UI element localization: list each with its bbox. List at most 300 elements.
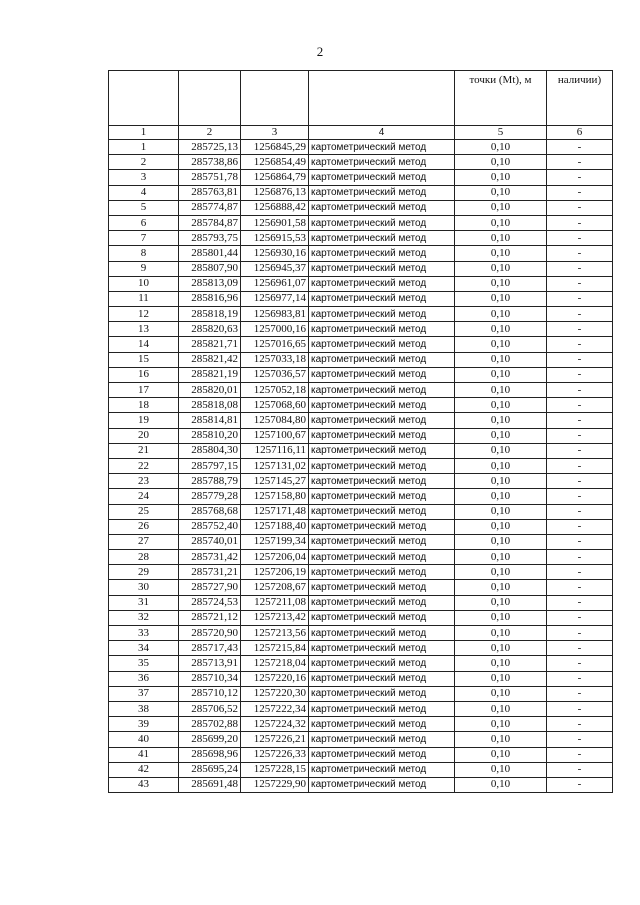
point-number-cell: 39 [109, 717, 179, 732]
table-row [109, 383, 613, 398]
coordinate-x-cell: 285720,90 [179, 626, 241, 641]
accuracy-cell: 0,10 [455, 352, 547, 367]
method-cell: картометрический метод [309, 291, 455, 306]
table-row [109, 140, 613, 155]
method-cell: картометрический метод [309, 474, 455, 489]
method-cell: картометрический метод [309, 717, 455, 732]
coordinate-x-cell: 285706,52 [179, 701, 241, 716]
description-cell: - [547, 489, 613, 504]
method-cell: картометрический метод [309, 155, 455, 170]
method-cell: картометрический метод [309, 307, 455, 322]
accuracy-cell: 0,10 [455, 610, 547, 625]
accuracy-cell: 0,10 [455, 458, 547, 473]
accuracy-cell: 0,10 [455, 322, 547, 337]
accuracy-cell: 0,10 [455, 534, 547, 549]
method-cell: картометрический метод [309, 641, 455, 656]
point-number-cell: 4 [109, 185, 179, 200]
point-number-cell: 43 [109, 777, 179, 792]
method-cell: картометрический метод [309, 626, 455, 641]
point-number-cell: 13 [109, 322, 179, 337]
method-cell: картометрический метод [309, 261, 455, 276]
point-number-cell: 37 [109, 686, 179, 701]
coordinate-x-cell: 285717,43 [179, 641, 241, 656]
coordinate-y-cell: 1256854,49 [241, 155, 309, 170]
description-cell: - [547, 641, 613, 656]
point-number-cell: 40 [109, 732, 179, 747]
point-number-cell: 2 [109, 155, 179, 170]
coordinate-x-cell: 285807,90 [179, 261, 241, 276]
method-cell: картометрический метод [309, 701, 455, 716]
coordinate-y-cell: 1257222,34 [241, 701, 309, 716]
accuracy-cell: 0,10 [455, 565, 547, 580]
coordinate-x-cell: 285710,34 [179, 671, 241, 686]
method-cell: картометрический метод [309, 534, 455, 549]
coordinate-x-cell: 285774,87 [179, 200, 241, 215]
description-cell: - [547, 701, 613, 716]
coordinate-y-cell: 1257213,42 [241, 610, 309, 625]
coordinate-y-cell: 1256864,79 [241, 170, 309, 185]
accuracy-cell: 0,10 [455, 701, 547, 716]
coordinate-x-cell: 285695,24 [179, 762, 241, 777]
point-number-cell: 6 [109, 215, 179, 230]
accuracy-cell: 0,10 [455, 170, 547, 185]
table-body [109, 140, 613, 793]
column-number: 6 [547, 126, 613, 140]
table-row [109, 352, 613, 367]
description-cell: - [547, 352, 613, 367]
accuracy-cell: 0,10 [455, 185, 547, 200]
coordinate-x-cell: 285801,44 [179, 246, 241, 261]
point-number-cell: 35 [109, 656, 179, 671]
method-cell: картометрический метод [309, 504, 455, 519]
header-col-2 [179, 71, 241, 126]
coordinate-x-cell: 285820,01 [179, 383, 241, 398]
coordinate-y-cell: 1257213,56 [241, 626, 309, 641]
accuracy-cell: 0,10 [455, 550, 547, 565]
point-number-cell: 15 [109, 352, 179, 367]
table-row [109, 489, 613, 504]
table-row [109, 610, 613, 625]
table-row [109, 641, 613, 656]
method-cell: картометрический метод [309, 170, 455, 185]
coordinate-y-cell: 1257220,16 [241, 671, 309, 686]
accuracy-cell: 0,10 [455, 231, 547, 246]
accuracy-cell: 0,10 [455, 428, 547, 443]
coordinate-x-cell: 285727,90 [179, 580, 241, 595]
accuracy-cell: 0,10 [455, 276, 547, 291]
method-cell: картометрический метод [309, 686, 455, 701]
accuracy-cell: 0,10 [455, 155, 547, 170]
accuracy-cell: 0,10 [455, 215, 547, 230]
method-cell: картометрический метод [309, 352, 455, 367]
method-cell: картометрический метод [309, 580, 455, 595]
accuracy-cell: 0,10 [455, 595, 547, 610]
point-number-cell: 33 [109, 626, 179, 641]
method-cell: картометрический метод [309, 777, 455, 792]
coordinate-x-cell: 285818,19 [179, 307, 241, 322]
page-number: 2 [316, 44, 324, 59]
coordinate-y-cell: 1257052,18 [241, 383, 309, 398]
method-cell: картометрический метод [309, 428, 455, 443]
table-row [109, 565, 613, 580]
point-number-cell: 34 [109, 641, 179, 656]
table-row [109, 443, 613, 458]
method-cell: картометрический метод [309, 762, 455, 777]
point-number-cell: 12 [109, 307, 179, 322]
coordinate-x-cell: 285768,68 [179, 504, 241, 519]
table-row [109, 276, 613, 291]
coordinate-x-cell: 285784,87 [179, 215, 241, 230]
method-cell: картометрический метод [309, 489, 455, 504]
method-cell: картометрический метод [309, 200, 455, 215]
point-number-cell: 10 [109, 276, 179, 291]
table-row [109, 200, 613, 215]
method-cell: картометрический метод [309, 140, 455, 155]
point-number-cell: 9 [109, 261, 179, 276]
method-cell: картометрический метод [309, 215, 455, 230]
point-number-cell: 3 [109, 170, 179, 185]
method-cell: картометрический метод [309, 413, 455, 428]
point-number-cell: 29 [109, 565, 179, 580]
coordinate-y-cell: 1257218,04 [241, 656, 309, 671]
coordinate-x-cell: 285797,15 [179, 458, 241, 473]
accuracy-cell: 0,10 [455, 200, 547, 215]
point-number-cell: 25 [109, 504, 179, 519]
description-cell: - [547, 261, 613, 276]
description-cell: - [547, 686, 613, 701]
table-row [109, 701, 613, 716]
description-cell: - [547, 595, 613, 610]
coordinate-y-cell: 1257226,21 [241, 732, 309, 747]
column-number: 5 [455, 126, 547, 140]
point-number-cell: 31 [109, 595, 179, 610]
point-number-cell: 22 [109, 458, 179, 473]
method-cell: картометрический метод [309, 656, 455, 671]
description-cell: - [547, 519, 613, 534]
coordinate-y-cell: 1257226,33 [241, 747, 309, 762]
table-row [109, 595, 613, 610]
coordinate-y-cell: 1257158,80 [241, 489, 309, 504]
coordinate-x-cell: 285699,20 [179, 732, 241, 747]
coordinate-y-cell: 1256961,07 [241, 276, 309, 291]
coordinate-y-cell: 1257033,18 [241, 352, 309, 367]
coordinate-y-cell: 1257208,67 [241, 580, 309, 595]
accuracy-cell: 0,10 [455, 413, 547, 428]
coordinate-y-cell: 1257116,11 [241, 443, 309, 458]
description-cell: - [547, 580, 613, 595]
coordinate-y-cell: 1257016,65 [241, 337, 309, 352]
table-row [109, 261, 613, 276]
coordinate-x-cell: 285788,79 [179, 474, 241, 489]
point-number-cell: 41 [109, 747, 179, 762]
point-number-cell: 21 [109, 443, 179, 458]
table-row [109, 686, 613, 701]
method-cell: картометрический метод [309, 231, 455, 246]
description-cell: - [547, 337, 613, 352]
table-row [109, 428, 613, 443]
point-number-cell: 36 [109, 671, 179, 686]
accuracy-cell: 0,10 [455, 717, 547, 732]
point-number-cell: 38 [109, 701, 179, 716]
point-number-cell: 8 [109, 246, 179, 261]
header-col-1 [109, 71, 179, 126]
coordinate-y-cell: 1257206,19 [241, 565, 309, 580]
table-row [109, 337, 613, 352]
method-cell: картометрический метод [309, 550, 455, 565]
description-cell: - [547, 474, 613, 489]
table-row [109, 519, 613, 534]
description-cell: - [547, 550, 613, 565]
description-cell: - [547, 747, 613, 762]
accuracy-cell: 0,10 [455, 474, 547, 489]
coordinate-y-cell: 1257000,16 [241, 322, 309, 337]
table-row [109, 474, 613, 489]
coordinate-y-cell: 1256915,53 [241, 231, 309, 246]
point-number-cell: 5 [109, 200, 179, 215]
accuracy-cell: 0,10 [455, 246, 547, 261]
accuracy-cell: 0,10 [455, 777, 547, 792]
method-cell: картометрический метод [309, 747, 455, 762]
table-row [109, 155, 613, 170]
coordinate-y-cell: 1256945,37 [241, 261, 309, 276]
point-number-cell: 7 [109, 231, 179, 246]
description-cell: - [547, 291, 613, 306]
table-row [109, 534, 613, 549]
coordinate-x-cell: 285731,42 [179, 550, 241, 565]
method-cell: картометрический метод [309, 595, 455, 610]
coordinate-y-cell: 1257100,67 [241, 428, 309, 443]
method-cell: картометрический метод [309, 458, 455, 473]
description-cell: - [547, 671, 613, 686]
accuracy-cell: 0,10 [455, 747, 547, 762]
table-row [109, 717, 613, 732]
method-cell: картометрический метод [309, 246, 455, 261]
table-row [109, 504, 613, 519]
table-row [109, 185, 613, 200]
coordinate-x-cell: 285731,21 [179, 565, 241, 580]
coordinate-x-cell: 285751,78 [179, 170, 241, 185]
table-row [109, 626, 613, 641]
point-number-cell: 28 [109, 550, 179, 565]
method-cell: картометрический метод [309, 565, 455, 580]
description-cell: - [547, 565, 613, 580]
coordinate-x-cell: 285821,71 [179, 337, 241, 352]
method-cell: картометрический метод [309, 671, 455, 686]
description-cell: - [547, 626, 613, 641]
table-header-row [109, 71, 613, 126]
description-cell: - [547, 231, 613, 246]
coordinate-y-cell: 1257068,60 [241, 398, 309, 413]
method-cell: картометрический метод [309, 610, 455, 625]
point-number-cell: 27 [109, 534, 179, 549]
accuracy-cell: 0,10 [455, 732, 547, 747]
method-cell: картометрический метод [309, 519, 455, 534]
description-cell: - [547, 610, 613, 625]
coordinate-y-cell: 1256876,13 [241, 185, 309, 200]
description-cell: - [547, 215, 613, 230]
coordinate-x-cell: 285793,75 [179, 231, 241, 246]
table-row [109, 398, 613, 413]
accuracy-cell: 0,10 [455, 383, 547, 398]
table-row [109, 170, 613, 185]
accuracy-cell: 0,10 [455, 291, 547, 306]
description-cell: - [547, 428, 613, 443]
coordinate-x-cell: 285702,88 [179, 717, 241, 732]
table-row [109, 291, 613, 306]
description-cell: - [547, 276, 613, 291]
coordinate-y-cell: 1257199,34 [241, 534, 309, 549]
point-number-cell: 17 [109, 383, 179, 398]
description-cell: - [547, 140, 613, 155]
point-number-cell: 18 [109, 398, 179, 413]
accuracy-cell: 0,10 [455, 367, 547, 382]
coordinate-y-cell: 1257188,40 [241, 519, 309, 534]
table-row [109, 762, 613, 777]
accuracy-cell: 0,10 [455, 519, 547, 534]
description-cell: - [547, 443, 613, 458]
table-row [109, 307, 613, 322]
coordinate-y-cell: 1257228,15 [241, 762, 309, 777]
coordinate-y-cell: 1256901,58 [241, 215, 309, 230]
accuracy-cell: 0,10 [455, 686, 547, 701]
coordinate-y-cell: 1257224,32 [241, 717, 309, 732]
coordinate-x-cell: 285724,53 [179, 595, 241, 610]
coordinate-x-cell: 285698,96 [179, 747, 241, 762]
coordinate-x-cell: 285721,12 [179, 610, 241, 625]
coordinate-x-cell: 285710,12 [179, 686, 241, 701]
coordinate-y-cell: 1257206,04 [241, 550, 309, 565]
table-row [109, 458, 613, 473]
accuracy-cell: 0,10 [455, 626, 547, 641]
coordinate-x-cell: 285814,81 [179, 413, 241, 428]
point-number-cell: 16 [109, 367, 179, 382]
table-row [109, 671, 613, 686]
coordinate-x-cell: 285752,40 [179, 519, 241, 534]
accuracy-cell: 0,10 [455, 580, 547, 595]
accuracy-cell: 0,10 [455, 398, 547, 413]
accuracy-cell: 0,10 [455, 337, 547, 352]
column-number-row [109, 126, 613, 140]
point-number-cell: 14 [109, 337, 179, 352]
method-cell: картометрический метод [309, 383, 455, 398]
coordinate-y-cell: 1256888,42 [241, 200, 309, 215]
description-cell: - [547, 413, 613, 428]
accuracy-cell: 0,10 [455, 140, 547, 155]
method-cell: картометрический метод [309, 367, 455, 382]
point-number-cell: 20 [109, 428, 179, 443]
description-cell: - [547, 398, 613, 413]
coordinate-x-cell: 285713,91 [179, 656, 241, 671]
point-number-cell: 26 [109, 519, 179, 534]
point-number-cell: 24 [109, 489, 179, 504]
table-row [109, 732, 613, 747]
point-number-cell: 23 [109, 474, 179, 489]
coordinate-x-cell: 285804,30 [179, 443, 241, 458]
coordinate-x-cell: 285816,96 [179, 291, 241, 306]
coordinate-x-cell: 285740,01 [179, 534, 241, 549]
accuracy-cell: 0,10 [455, 656, 547, 671]
table-row [109, 747, 613, 762]
description-cell: - [547, 504, 613, 519]
coordinate-x-cell: 285813,09 [179, 276, 241, 291]
table-row [109, 656, 613, 671]
coordinate-y-cell: 1257215,84 [241, 641, 309, 656]
description-cell: - [547, 170, 613, 185]
description-cell: - [547, 458, 613, 473]
coordinate-x-cell: 285738,86 [179, 155, 241, 170]
method-cell: картометрический метод [309, 185, 455, 200]
coordinate-y-cell: 1257145,27 [241, 474, 309, 489]
point-number-cell: 32 [109, 610, 179, 625]
coordinate-y-cell: 1257131,02 [241, 458, 309, 473]
description-cell: - [547, 732, 613, 747]
table-row [109, 777, 613, 792]
coordinate-y-cell: 1257211,08 [241, 595, 309, 610]
description-cell: - [547, 762, 613, 777]
description-cell: - [547, 534, 613, 549]
description-cell: - [547, 656, 613, 671]
header-col-4 [309, 71, 455, 126]
coordinate-y-cell: 1257036,57 [241, 367, 309, 382]
description-cell: - [547, 185, 613, 200]
coordinate-x-cell: 285725,13 [179, 140, 241, 155]
method-cell: картометрический метод [309, 398, 455, 413]
header-col-6: наличии) [547, 71, 613, 126]
accuracy-cell: 0,10 [455, 261, 547, 276]
coordinate-x-cell: 285691,48 [179, 777, 241, 792]
accuracy-cell: 0,10 [455, 641, 547, 656]
coordinate-x-cell: 285821,42 [179, 352, 241, 367]
column-number: 4 [309, 126, 455, 140]
description-cell: - [547, 367, 613, 382]
description-cell: - [547, 383, 613, 398]
coordinate-x-cell: 285821,19 [179, 367, 241, 382]
coordinate-x-cell: 285779,28 [179, 489, 241, 504]
point-number-cell: 19 [109, 413, 179, 428]
coordinate-x-cell: 285820,63 [179, 322, 241, 337]
description-cell: - [547, 155, 613, 170]
coordinate-y-cell: 1257229,90 [241, 777, 309, 792]
column-number: 1 [109, 126, 179, 140]
column-number: 2 [179, 126, 241, 140]
method-cell: картометрический метод [309, 732, 455, 747]
accuracy-cell: 0,10 [455, 671, 547, 686]
description-cell: - [547, 717, 613, 732]
accuracy-cell: 0,10 [455, 762, 547, 777]
table-row [109, 231, 613, 246]
table-row [109, 413, 613, 428]
description-cell: - [547, 777, 613, 792]
table-row [109, 367, 613, 382]
accuracy-cell: 0,10 [455, 489, 547, 504]
coordinate-y-cell: 1257220,30 [241, 686, 309, 701]
coordinate-y-cell: 1256977,14 [241, 291, 309, 306]
coordinate-x-cell: 285810,20 [179, 428, 241, 443]
table-row [109, 215, 613, 230]
coordinate-y-cell: 1256983,81 [241, 307, 309, 322]
description-cell: - [547, 200, 613, 215]
header-col-3 [241, 71, 309, 126]
description-cell: - [547, 246, 613, 261]
coordinate-y-cell: 1256930,16 [241, 246, 309, 261]
method-cell: картометрический метод [309, 337, 455, 352]
accuracy-cell: 0,10 [455, 443, 547, 458]
point-number-cell: 1 [109, 140, 179, 155]
point-number-cell: 11 [109, 291, 179, 306]
point-number-cell: 42 [109, 762, 179, 777]
accuracy-cell: 0,10 [455, 307, 547, 322]
table-row [109, 550, 613, 565]
